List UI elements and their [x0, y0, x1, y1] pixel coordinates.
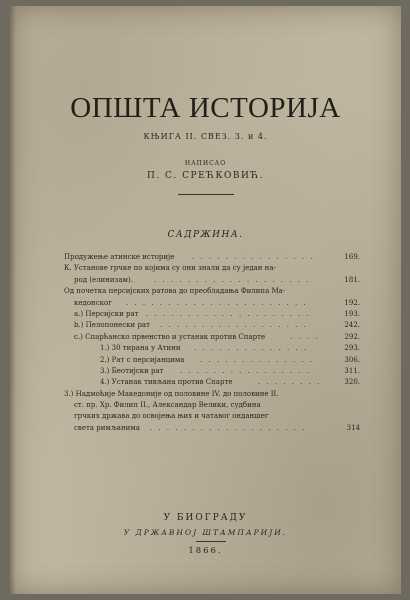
book-cover [10, 6, 401, 594]
table-of-contents [64, 252, 360, 434]
divider-rule [196, 541, 226, 542]
author-name: П. С. СРЕЋКОВИЋ. [146, 171, 265, 181]
toc-entry: а.) Персијски рат . . . . . . . . . . . . . . . . . . . . 193. [74, 309, 360, 318]
toc-entry: 2.) Рат с персијанцима . . . . . . . . . . . . . . 306. [100, 355, 360, 364]
toc-entry: 3.) Надмоћије Македоније од половине IV. до половине II. [64, 389, 279, 398]
toc-entry: Продужење атинске историје . . . . . . . . . . . . . . . 169. [64, 253, 360, 261]
book-title: ОПШТА ИСТОРИЈА [70, 92, 341, 124]
toc-entry: 4.) Устанак тивљана против Спарте . . . . . . . . 320. [100, 378, 360, 387]
written-by-label: НАПИСАО [184, 160, 227, 167]
toc-entry: грчких држава до освојења њих и чатавог онданшег [74, 412, 269, 421]
publication-place: У БИОГРАДУ [163, 513, 248, 523]
toc-entry: род (елинизам). . . . . . . . . . . . . . . . . . . . 181. [74, 275, 360, 284]
toc-entry: 1.) 30 тирана у Атини . . . . . . . . . . . . . . 293. [100, 344, 360, 353]
toc-entry: света римљанима . . . . . . . . . . . . . . . . . . . 314 [74, 423, 360, 432]
toc-entry: ст. пр. Хр. Филип II., Александар Велики, судбина [74, 401, 261, 410]
volume-subtitle: КЊИГА II. СВЕЗ. 3. и 4. [143, 132, 268, 141]
contents-heading: САДРЖИНА. [167, 230, 244, 240]
publication-year: 1866. [188, 546, 223, 556]
toc-entry: c.) Спарћанско првенство и устанак против Спарте . . . . 292. [74, 332, 360, 341]
toc-entry: b.) Пелопонески рат . . . . . . . . . . . . . . . . . . 242. [74, 321, 360, 330]
toc-entry: 3.) Беотијски рат . . . . . . . . . . . . . . . . 311. [100, 366, 360, 375]
printer-name: У ДРЖАВНОЈ ШТАМПАРИЈИ. [123, 528, 288, 537]
toc-entry: Од почетка персијских ратова до преобладања Филипа Ма- [64, 287, 286, 296]
toc-entry: кедонског . . . . . . . . . . . . . . . . . . . . . . 192. [74, 298, 360, 307]
toc-entry: К. Установе грчке по којима су они знали да су један на- [64, 264, 276, 273]
divider-rule [178, 194, 234, 195]
